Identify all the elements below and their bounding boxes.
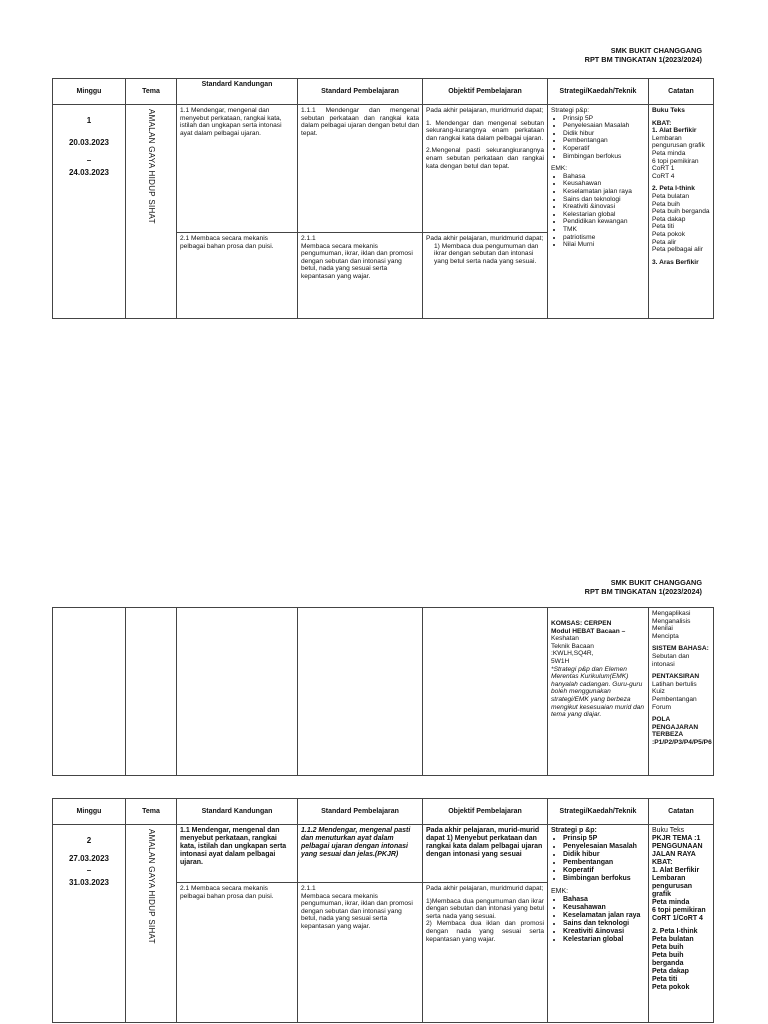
objektif-intro: Pada akhir pelajaran, muridmurid dapat;	[426, 885, 544, 892]
list-item: Mengaplikasi	[652, 610, 691, 617]
empty-cell	[126, 608, 177, 776]
catatan-pkjr: PKJR TEMA :1 PENGGUNAAN JALAN RAYA KBAT:	[652, 835, 703, 866]
header-standard-pembelajaran: Standard Pembelajaran	[298, 799, 423, 825]
list-item: Peta titi	[652, 976, 678, 983]
list-item: CoRT 1/CoRT 4	[652, 915, 703, 922]
list-item: Pembentangan	[652, 695, 697, 703]
list-item: Menganalisis	[652, 617, 691, 625]
emk-list	[551, 896, 645, 944]
komsas-label: KOMSAS: CERPEN	[551, 620, 612, 627]
week-number: 1	[86, 116, 92, 125]
list-item: • TMK	[563, 226, 645, 234]
list-item: Peta buih berganda	[652, 208, 710, 216]
header-objektif: Objektif Pembelajaran	[423, 799, 548, 825]
list-item: 6 topi pemikiran	[652, 907, 706, 914]
list-item: Peta buih berganda	[652, 952, 684, 967]
sp-1-1-1: 1.1.1 Mendengar dan mengenal sebutan perkataan dan rangkai kata dalam pelbagai ujaran dengan betul dan tepat.	[298, 105, 423, 233]
date-dash: –	[86, 156, 92, 165]
strategi-list	[551, 835, 645, 883]
header-standard-kandungan: Standard Kandungan	[177, 79, 298, 105]
catatan-cell	[649, 105, 714, 319]
catatan-peta-ithink: 2. Peta I-think	[652, 185, 695, 193]
emk-title: EMK:	[551, 165, 568, 173]
rpt-table-continuation	[52, 607, 714, 776]
list-item: • Prinsip 5P	[563, 835, 645, 843]
modul-label: Modul HEBAT Bacaan –	[551, 627, 626, 635]
sp-code: 2.1.1	[301, 885, 316, 892]
objektif-cell-1: Pada akhir pelajaran, murid-murid dapat 1) Menyebut perkataan dan rangkai kata dalam pelbagai ujaran dengan intonasi yang sesuai	[423, 825, 548, 883]
list-item: • Koperatif	[563, 145, 645, 153]
rpt-table-week2	[52, 798, 714, 1023]
sp-text: Membaca secara mekanis pengumuman, ikrar, iklan dan promosi dengan sebutan dan intonasi yang betul, nada yang sesuai serta kepantasan yang wajar.	[301, 892, 413, 930]
list-item: Peta buih	[652, 200, 680, 208]
sk-1-1: 1.1 Mendengar, mengenal dan menyebut perkataan, rangkai kata, istilah dan ungkapan serta intonasi ayat dalam pelbagai ujaran.	[177, 825, 298, 883]
list-item: • Didik hibur	[563, 851, 645, 859]
list-item: • Sains dan teknologi	[563, 196, 645, 204]
pola-value: :P1/P2/P3/P4/P5/P6	[652, 738, 712, 746]
emk-title: EMK:	[551, 888, 569, 895]
list-item: • Kelestarian global	[563, 211, 645, 219]
list-item: Lembaran pengurusan grafik	[652, 134, 705, 150]
list-item: • Keselamatan jalan raya	[563, 912, 645, 920]
week-cell	[53, 105, 126, 319]
catatan-alat-berfikir: 1. Alat Berfikir	[652, 127, 697, 135]
header-strategi: Strategi/Kaedah/Teknik	[548, 79, 649, 105]
list-item: • Penyelesaian Masalah	[563, 843, 645, 851]
list-item: Forum	[652, 703, 672, 711]
page-header-1	[0, 46, 702, 64]
list-item: • Pendidikan kewangan	[563, 218, 645, 226]
header-standard-pembelajaran: Standard Pembelajaran	[298, 79, 423, 105]
doc-title: RPT BM TINGKATAN 1(2023/2024)	[584, 55, 702, 64]
strategi-cell	[548, 105, 649, 319]
list-item: 6 topi pemikiran	[652, 157, 699, 165]
objektif-item: 1) Membaca dua pengumuman dan ikrar dengan sebutan dan intonasi yang betul serta nada yang sesuai.	[434, 242, 539, 265]
objektif-item: 2) Membaca dua iklan dan promosi dengan nada yang sesuai serta kepantasan yang wajar.	[426, 920, 544, 943]
list-item: Peta pokok	[652, 230, 685, 238]
header-tema: Tema	[126, 79, 177, 105]
emk-list	[551, 173, 645, 249]
week-start-date: 20.03.2023	[68, 138, 110, 147]
strategi-cell	[548, 825, 649, 1023]
catatan-alat-berfikir: 1. Alat Berfikir	[652, 867, 700, 874]
catatan-aras-berfikir: 3. Aras Berfikir	[652, 258, 699, 266]
header-tema: Tema	[126, 799, 177, 825]
catatan-kbat: KBAT:	[652, 119, 672, 127]
list-item: • Koperatif	[563, 867, 645, 875]
strategi-list	[551, 115, 645, 161]
list-item: Teknik Bacaan	[551, 642, 594, 650]
week-end-date: 31.03.2023	[68, 878, 110, 887]
week-number: 2	[86, 836, 92, 845]
list-item: CoRT 1	[652, 165, 675, 173]
list-item: Keshatan	[551, 635, 579, 643]
week-cell	[53, 825, 126, 1023]
list-item: • Sains dan teknologi	[563, 920, 645, 928]
sp-2-1-1	[298, 883, 423, 1023]
list-item: • Prinsip 5P	[563, 115, 645, 123]
strategi-title: Strategi p &p:	[551, 827, 597, 834]
catatan-buku-teks: Buku Teks	[652, 107, 685, 114]
objektif-item: 1. Mendengar dan mengenal sebutan sekurang-kurangnya enam perkataan dan rangkai kata dalam pelbagai ujaran.	[426, 119, 544, 142]
list-item: Peta minda	[652, 899, 690, 906]
list-item: Latihan bertulis	[652, 680, 697, 688]
list-item: • Bimbingan berfokus	[563, 875, 645, 883]
tema-text: AMALAN GAYA HIDUP SIHAT	[146, 829, 156, 944]
list-item: Peta alir	[652, 238, 677, 246]
doc-title: RPT BM TINGKATAN 1(2023/2024)	[584, 587, 702, 596]
list-item: • Keusahawan	[563, 904, 645, 912]
school-name: SMK BUKIT CHANGGANG	[610, 578, 702, 587]
list-item: Mencipta	[652, 632, 679, 640]
list-item: • Bahasa	[563, 173, 645, 181]
sp-2-1-1	[298, 233, 423, 319]
list-item: • Kelestarian global	[563, 936, 645, 944]
list-item: :KWLH,SQ4R,	[551, 650, 594, 658]
empty-cell	[423, 608, 548, 776]
header-objektif: Objektif Pembelajaran	[423, 79, 548, 105]
tema-cell	[126, 105, 177, 319]
list-item: Kuiz	[652, 688, 665, 696]
tema-cell	[126, 825, 177, 1023]
header-minggu: Minggu	[53, 79, 126, 105]
tema-text: AMALAN GAYA HIDUP SIHAT	[146, 109, 156, 224]
sp-1-1-2: 1.1.2 Mendengar, mengenal pasti dan menuturkan ayat dalam pelbagai ujaran dengan intonasi yang sesuai dan jelas.(PKJR)	[298, 825, 423, 883]
list-item: • Pembentangan	[563, 137, 645, 145]
list-item: • Kreativiti &inovasi	[563, 928, 645, 936]
objektif-cell-2	[423, 233, 548, 319]
catatan-buku-teks: Buku Teks	[652, 827, 685, 834]
date-dash: –	[86, 866, 92, 875]
objektif-item: 1)Membaca dua pengumuman dan ikrar dengan sebutan dan intonasi yang betul serta nada yang sesuai.	[426, 897, 544, 920]
strategi-title: Strategi p&p:	[551, 107, 590, 114]
sp-text: Membaca secara mekanis pengumuman, ikrar, iklan dan promosi dengan sebutan dan intonasi yang betul, nada yang sesuai serta kepantasan yang wajar.	[301, 242, 413, 280]
week-end-date: 24.03.2023	[68, 168, 110, 177]
sistem-bahasa	[652, 645, 710, 668]
pentaksiran-label: PENTAKSIRAN	[652, 673, 700, 681]
header-standard-kandungan: Standard Kandungan	[177, 799, 298, 825]
list-item: Peta titi	[652, 223, 674, 231]
list-item: CoRT 4	[652, 172, 675, 180]
header-catatan: Catatan	[649, 799, 714, 825]
catatan-cell	[649, 825, 714, 1023]
list-item: Lembaran pengurusan grafik	[652, 875, 693, 898]
list-item: Peta dakap	[652, 215, 686, 223]
objektif-intro: Pada akhir pelajaran, muridmurid dapat;	[426, 235, 544, 242]
sistem-bahasa-label: SISTEM BAHASA:	[652, 645, 709, 653]
sp-code: 2.1.1	[301, 235, 316, 242]
list-item: • Nilai Murni	[563, 241, 645, 249]
sistem-bahasa-value: Sebutan dan intonasi	[652, 652, 690, 668]
empty-cell	[53, 608, 126, 776]
list-item: • Bahasa	[563, 896, 645, 904]
header-minggu: Minggu	[53, 799, 126, 825]
sk-2-1: 2.1 Membaca secara mekanis pelbagai bahan prosa dan puisi.	[177, 233, 298, 319]
list-item: Peta pokok	[652, 984, 690, 991]
objektif-cell-1	[423, 105, 548, 233]
list-item: • patriotisme	[563, 234, 645, 242]
list-item: • Keusahawan	[563, 180, 645, 188]
list-item: Peta buih	[652, 944, 684, 951]
strategi-note: *Strategi p&p dan Elemen Merentas Kurikulum(EMK) hanyalah cadangan. Guru-guru boleh menggunakan strategi/EMK yang berbeza mengikut kesesuaian murid dan tema yang diajar.	[551, 665, 645, 719]
objektif-intro: Pada akhir pelajaran, muridmurid dapat;	[426, 107, 544, 114]
list-item: 5W1H	[551, 657, 570, 665]
sk-2-1: 2.1 Membaca secara mekanis pelbagai bahan prosa dan puisi.	[177, 883, 298, 1023]
page-header-2	[0, 578, 702, 596]
header-catatan: Catatan	[649, 79, 714, 105]
rpt-table-week1	[52, 78, 714, 319]
list-item: • Pembentangan	[563, 859, 645, 867]
list-item: Peta bulatan	[652, 192, 690, 200]
empty-cell	[177, 608, 298, 776]
strategi-continuation-cell	[548, 608, 649, 776]
list-item: Peta dakap	[652, 968, 689, 975]
catatan-continuation-cell	[649, 608, 714, 776]
empty-cell	[298, 608, 423, 776]
objektif-cell-2	[423, 883, 548, 1023]
list-item: Peta bulatan	[652, 936, 694, 943]
list-item: • Didik hibur	[563, 130, 645, 138]
list-item: • Keselamatan jalan raya	[563, 188, 645, 196]
week-start-date: 27.03.2023	[68, 854, 110, 863]
objektif-item: 2.Mengenal pasti sekurangkurangnya enam sebutan perkataan dan rangkai kata dengan betul dan tepat.	[426, 147, 544, 170]
catatan-peta-ithink: 2. Peta I-think	[652, 928, 698, 935]
list-item: • Bimbingan berfokus	[563, 153, 645, 161]
pola-label: POLA PENGAJARAN TERBEZA	[652, 716, 699, 739]
list-item: Peta pelbagai alir	[652, 246, 703, 254]
header-strategi: Strategi/Kaedah/Teknik	[548, 799, 649, 825]
sk-1-1: 1.1 Mendengar, mengenal dan menyebut perkataan, rangkai kata, istilah dan ungkapan serta intonasi ayat dalam pelbagai ujaran.	[177, 105, 298, 233]
list-item: Menilai	[652, 625, 673, 633]
list-item: Peta minda	[652, 149, 686, 157]
list-item: • Kreativiti &inovasi	[563, 203, 645, 211]
school-name: SMK BUKIT CHANGGANG	[610, 46, 702, 55]
list-item: • Penyelesaian Masalah	[563, 122, 645, 130]
